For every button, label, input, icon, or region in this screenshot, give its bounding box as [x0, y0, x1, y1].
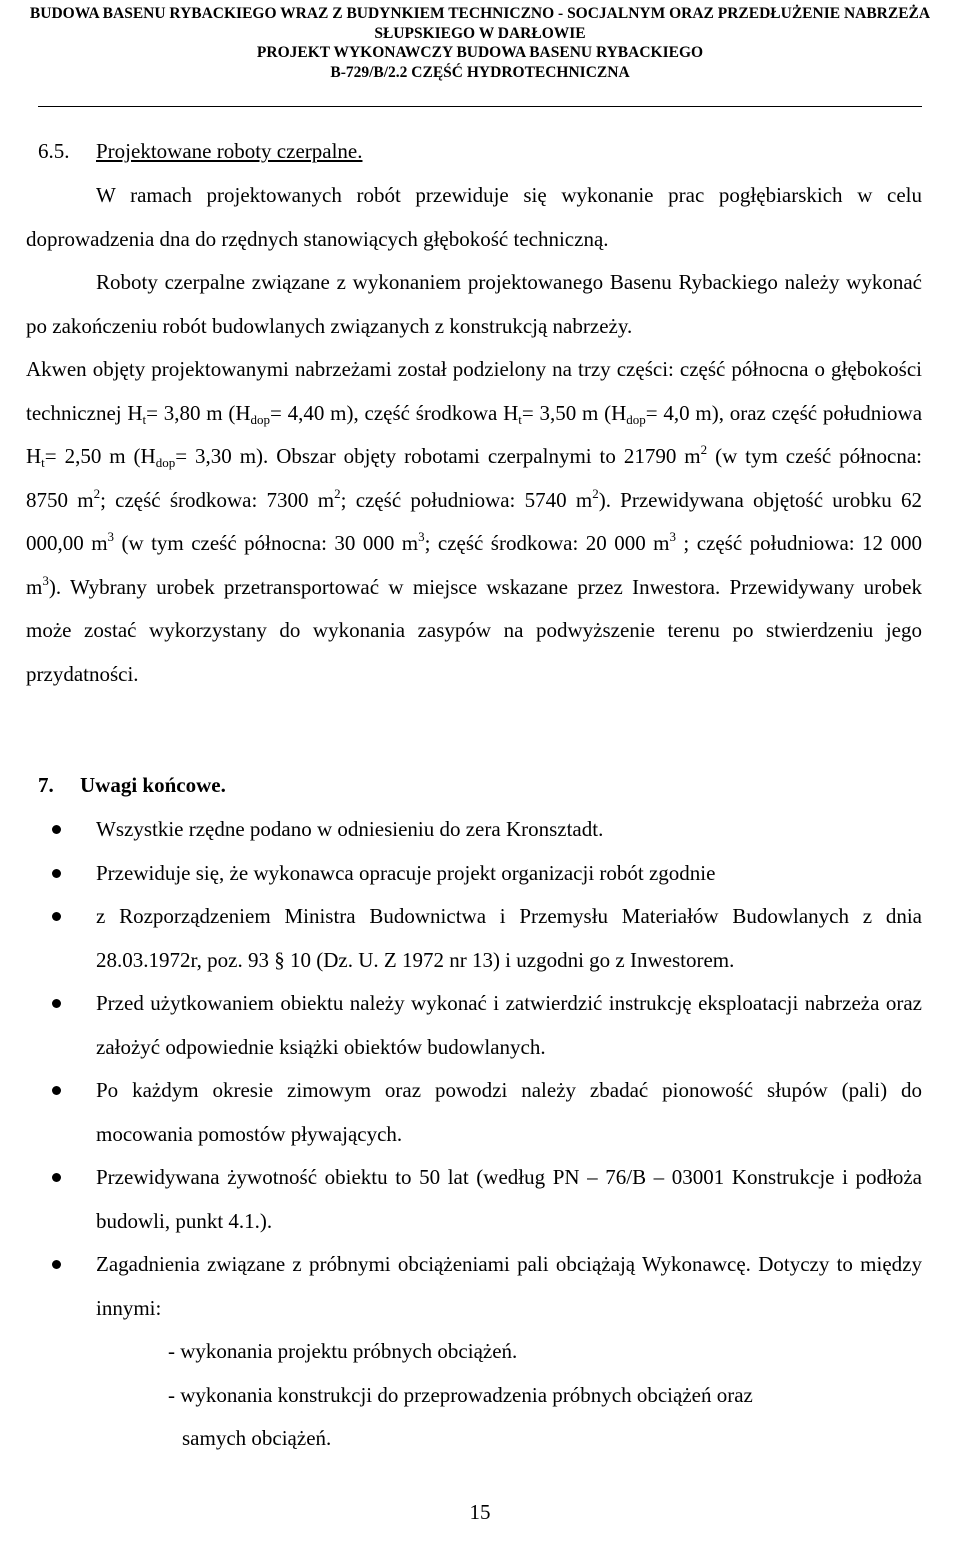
header-divider: [38, 106, 922, 107]
sub-list-item: - wykonania projektu próbnych obciążeń.: [168, 1339, 518, 1363]
list-item: z Rozporządzeniem Ministra Budownictwa i Przemysłu Materiałów Budowlanych z dnia 28.03.1972r, poz. 93 § 10 (Dz. U. Z 1972 nr 13) i uzgodni go z Inwestorem.: [0, 895, 922, 982]
paragraph-2: Roboty czerpalne związane z wykonaniem projektowanego Basenu Rybackiego należy wykonać po zakończeniu robót budowlanych związanych z konstrukcją nabrzeży.: [26, 270, 922, 338]
list-item: Po każdym okresie zimowym oraz powodzi należy zbadać pionowość słupów (pali) do mocowania pomostów pływających.: [0, 1069, 922, 1156]
header-line-4: B-729/B/2.2 CZĘŚĆ HYDROTECHNICZNA: [330, 63, 630, 81]
paragraph-3: Akwen objęty projektowanymi nabrzeżami został podzielony na trzy części: część północna o głębokości technicznej $H_t= 3,80$ m ($H_{dop}= 4,40$ m), część środkowa $H_t= 3,50$ m ($H_{dop}= 4,0$ m), oraz część południowa $H_t= 2,50$ m ($H_{dop}= 3,30$ m). Obszar objęty robotami czerpalnymi to 21790 $m^2$ (w tym cześć północna: 8750 $m^2$; część środkowa: 7300 $m^2$; część południowa: 5740 $m^2$). Przewidywana objętość urobku 62 000,00 $m^3$ (w tym cześć północna: 30 000 $m^3$; część środkowa: 20 000 $m^3$ ; część południowa: 12 000 $m^3$). Wybrany urobek przetransportować w miejsce wskazane przez Inwestora. Przewidywany urobek może zostać wykorzystany do wykonania zasypów na podwyższenie terenu po stwierdzeniu jego przydatności.: [26, 357, 923, 686]
header-line-3: PROJEKT WYKONAWCZY BUDOWA BASENU RYBACKIEGO: [256, 44, 704, 61]
section-number: 6.5.: [38, 139, 70, 163]
sub-list-item-continuation: samych obciążeń.: [182, 1426, 332, 1450]
section-title: Uwagi końcowe.: [80, 773, 226, 797]
sub-list-item: - wykonania konstrukcji do przeprowadzenia próbnych obciążeń oraz: [168, 1382, 753, 1407]
bullet-icon: [52, 912, 61, 921]
bullet-icon: [52, 1260, 61, 1269]
section-6-5-body: [26, 174, 922, 696]
bullet-icon: [52, 869, 61, 878]
bullet-icon: [52, 999, 61, 1008]
remarks-list: [0, 808, 960, 1461]
header-line-1: BUDOWA BASENU RYBACKIEGO WRAZ Z BUDYNKIEM TECHNICZNO - SOCJALNYM ORAZ PRZEDŁUŻENIE NABRZEŻA: [29, 5, 931, 22]
section-title: Projektowane roboty czerpalne.: [96, 139, 363, 163]
section-number: 7.: [38, 773, 54, 797]
list-item: Wszystkie rzędne podano w odniesieniu do zera Kronsztadt.: [0, 808, 922, 852]
bullet-icon: [52, 1173, 61, 1182]
header-line-2: SŁUPSKIEGO W DARŁOWIE: [374, 24, 586, 42]
sub-list: [0, 1330, 960, 1461]
list-item: Przewidywana żywotność obiektu to 50 lat (według PN – 76/B – 03001 Konstrukcje i podłoża budowli, punkt 4.1.).: [0, 1156, 922, 1243]
list-item: Przed użytkowaniem obiektu należy wykonać i zatwierdzić instrukcję eksploatacji nabrzeża oraz założyć odpowiednie książki obiektów budowlanych.: [0, 982, 922, 1069]
list-item: Zagadnienia związane z próbnymi obciążeniami pali obciążają Wykonawcę. Dotyczy to między innymi:: [0, 1243, 922, 1330]
bullet-icon: [52, 1086, 61, 1095]
paragraph-1: W ramach projektowanych robót przewiduje się wykonanie prac pogłębiarskich w celu doprowadzenia dna do rzędnych stanowiących głębokość techniczną.: [26, 183, 922, 251]
list-item: Przewiduje się, że wykonawca opracuje projekt organizacji robót zgodnie: [0, 852, 922, 896]
section-7-heading: [38, 771, 226, 799]
document-header: [0, 4, 960, 82]
bullet-icon: [52, 825, 61, 834]
section-6-5-heading: [38, 137, 362, 165]
page-number: 15: [469, 1500, 491, 1524]
